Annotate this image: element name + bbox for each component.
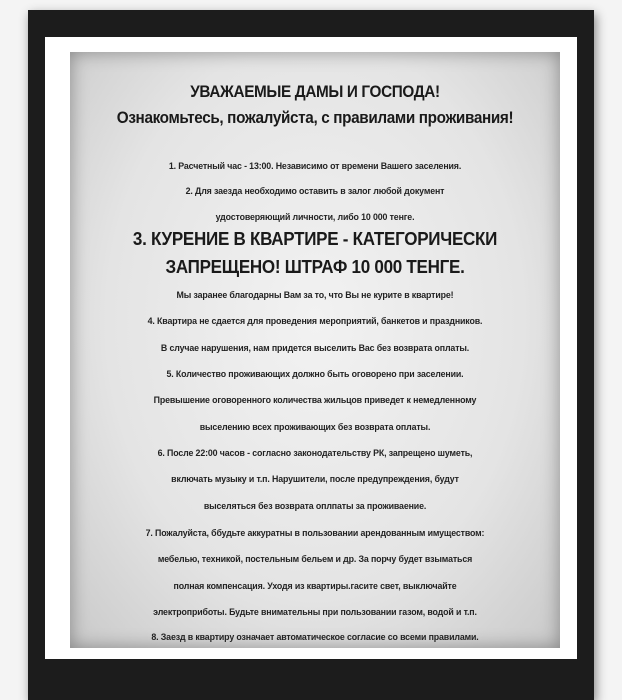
rule-7-line-4: электроприботы. Будьте внимательны при пользовании газом, водой и т.п. bbox=[153, 607, 477, 618]
rule-2-line-2: удостоверяющий личности, либо 10 000 тенге. bbox=[215, 212, 415, 223]
picture-frame bbox=[28, 10, 594, 700]
frame-mat bbox=[45, 37, 577, 659]
rule-1: 1. Расчетный час - 13:00. Независимо от времени Вашего заселения. bbox=[168, 161, 462, 172]
rule-7-line-1: 7. Пожалуйста, ббудьте аккуратны в пользовании арендованным имуществом: bbox=[145, 528, 485, 539]
rule-8: 8. Заезд в квартиру означает автоматическое согласие со всеми правилами. bbox=[151, 632, 479, 643]
rule-7-line-2: мебелью, техникой, постельным бельем и др. За порчу будет взыматься bbox=[157, 554, 473, 565]
rule-6-line-2: включать музыку и т.п. Нарушители, после предупреждения, будут bbox=[171, 474, 459, 485]
rule-5-line-2: Превышение оговоренного количества жильцов приведет к немедленному bbox=[153, 395, 477, 406]
rule-4-violation: В случае нарушения, нам придется выселить Вас без возврата оплаты. bbox=[160, 343, 470, 354]
rule-6-line-1: 6. После 22:00 часов - согласно законодательству РК, запрещено шуметь, bbox=[157, 448, 473, 459]
rule-5-line-3: выселению всех проживающих без возврата оплаты. bbox=[199, 422, 431, 433]
rule-2-line-1: 2. Для заезда необходимо оставить в залог любой документ bbox=[185, 186, 445, 197]
notice-subtitle: Ознакомьтесь, пожалуйста, с правилами проживания! bbox=[116, 108, 514, 127]
rules-notice bbox=[70, 52, 560, 648]
rule-3-line-2: ЗАПРЕЩЕНО! ШТРАФ 10 000 ТЕНГЕ. bbox=[165, 256, 465, 277]
rule-7-line-3: полная компенсация. Уходя из квартиры.гасите свет, выключайте bbox=[173, 581, 457, 592]
rule-3-line-1: 3. КУРЕНИЕ В КВАРТИРЕ - КАТЕГОРИЧЕСКИ bbox=[132, 228, 498, 249]
thanks-line: Мы заранее благодарны Вам за то, что Вы не курите в квартире! bbox=[176, 290, 454, 301]
rule-4: 4. Квартира не сдается для проведения мероприятий, банкетов и праздников. bbox=[147, 316, 483, 327]
rule-6-line-3: выселяться без возврата оплпаты за проживаение. bbox=[203, 501, 427, 512]
notice-greeting: УВАЖАЕМЫЕ ДАМЫ И ГОСПОДА! bbox=[190, 82, 440, 101]
rule-5: 5. Количество проживающих должно быть оговорено при заселении. bbox=[166, 369, 464, 380]
